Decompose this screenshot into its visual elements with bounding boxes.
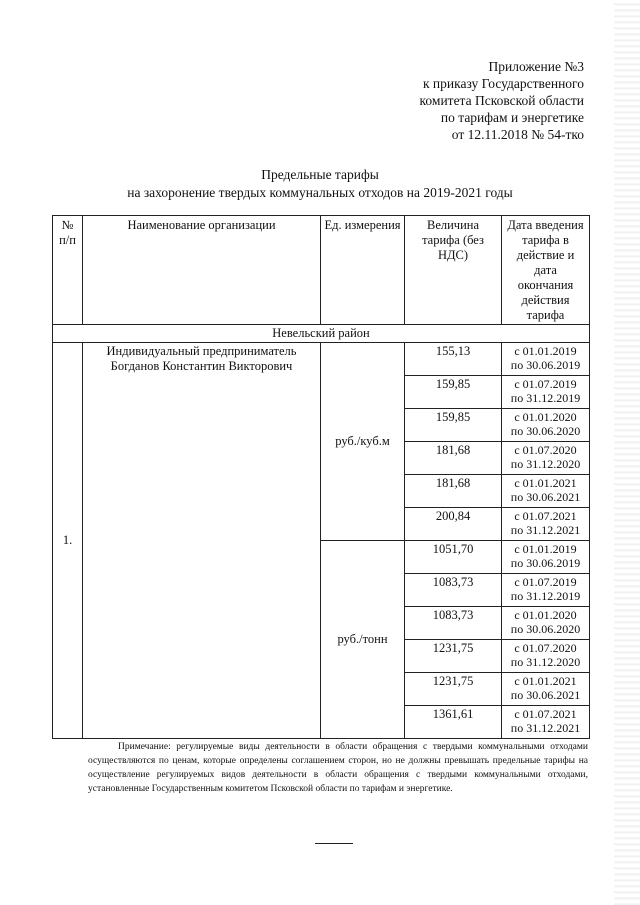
- tariff-value: 181,68: [405, 475, 502, 508]
- header-period: Дата введения тарифа в действие и дата окончания действия тарифа: [502, 216, 590, 325]
- region-name: Невельский район: [53, 325, 590, 343]
- header-unit: Ед. измерения: [321, 216, 405, 325]
- tariff-period: [502, 607, 590, 640]
- organization-name: [83, 343, 321, 739]
- tariff-period: [502, 541, 590, 574]
- tariff-table: [52, 215, 590, 739]
- title-line-2: на захоронение твердых коммунальных отходов на 2019-2021 годы: [127, 185, 513, 200]
- end-divider: [315, 843, 353, 844]
- period-from: с 01.07.2021: [514, 707, 577, 721]
- period-from: с 01.01.2019: [514, 542, 577, 556]
- tariff-period: [502, 673, 590, 706]
- scan-page-edge: [614, 0, 640, 905]
- tariff-value: 1361,61: [405, 706, 502, 739]
- tariff-period: [502, 640, 590, 673]
- title-line-1: Предельные тарифы: [261, 167, 379, 182]
- period-to: по 31.12.2021: [510, 721, 581, 735]
- organization-line: Индивидуальный предприниматель: [106, 344, 297, 358]
- unit-cell: руб./тонн: [321, 541, 405, 739]
- region-row: [53, 325, 590, 343]
- header-organization: Наименование организации: [83, 216, 321, 325]
- period-from: с 01.07.2020: [514, 443, 577, 457]
- tariff-value: 159,85: [405, 409, 502, 442]
- period-to: по 30.06.2021: [510, 490, 581, 504]
- period-to: по 31.12.2019: [510, 391, 581, 405]
- period-to: по 30.06.2019: [510, 556, 581, 570]
- appendix-line: к приказу Государственного: [422, 76, 584, 91]
- tariff-period: [502, 442, 590, 475]
- period-from: с 01.01.2020: [514, 410, 577, 424]
- tariff-value: 1231,75: [405, 673, 502, 706]
- period-to: по 30.06.2020: [510, 424, 581, 438]
- period-from: с 01.01.2020: [514, 608, 577, 622]
- period-to: по 31.12.2021: [510, 523, 581, 537]
- table-header-row: [53, 216, 590, 325]
- tariff-period: [502, 409, 590, 442]
- period-from: с 01.01.2021: [514, 674, 577, 688]
- tariff-period: [502, 475, 590, 508]
- period-from: с 01.07.2020: [514, 641, 577, 655]
- document-title: [0, 166, 640, 202]
- period-to: по 31.12.2020: [510, 655, 581, 669]
- period-from: с 01.07.2019: [514, 575, 577, 589]
- period-from: с 01.01.2021: [514, 476, 577, 490]
- period-from: с 01.01.2019: [514, 344, 577, 358]
- tariff-value: 155,13: [405, 343, 502, 376]
- period-to: по 31.12.2020: [510, 457, 581, 471]
- period-to: по 31.12.2019: [510, 589, 581, 603]
- tariff-period: [502, 508, 590, 541]
- tariff-value: 181,68: [405, 442, 502, 475]
- table-row: [53, 343, 590, 376]
- tariff-period: [502, 706, 590, 739]
- period-to: по 30.06.2020: [510, 622, 581, 636]
- appendix-line: комитета Псковской области: [419, 93, 584, 108]
- tariff-period: [502, 343, 590, 376]
- row-number: 1.: [53, 343, 83, 739]
- footnote-text: Примечание: регулируемые виды деятельности в области обращения с твердыми коммунальными отходами осуществляются по ценам, которые определены соглашением сторон, но не должны превышать предельные тарифы на осуществление регулируемых видов деятельности в области обращения с твердыми коммунальными отходами, установленные Государственным комитетом Псковской области по тарифам и энергетике.: [88, 742, 588, 794]
- period-to: по 30.06.2021: [510, 688, 581, 702]
- tariff-period: [502, 376, 590, 409]
- appendix-reference: [324, 58, 584, 143]
- period-from: с 01.07.2019: [514, 377, 577, 391]
- tariff-value: 1083,73: [405, 607, 502, 640]
- tariff-value: 159,85: [405, 376, 502, 409]
- tariff-value: 200,84: [405, 508, 502, 541]
- header-tariff-value: Величина тарифа (без НДС): [405, 216, 502, 325]
- tariff-value: 1231,75: [405, 640, 502, 673]
- organization-line: Богданов Константин Викторович: [110, 359, 293, 373]
- appendix-line: Приложение №3: [488, 59, 584, 74]
- appendix-line: по тарифам и энергетике: [440, 110, 584, 125]
- period-from: с 01.07.2021: [514, 509, 577, 523]
- period-to: по 30.06.2019: [510, 358, 581, 372]
- tariff-value: 1051,70: [405, 541, 502, 574]
- tariff-period: [502, 574, 590, 607]
- header-number: № п/п: [53, 216, 83, 325]
- tariff-value: 1083,73: [405, 574, 502, 607]
- appendix-line: от 12.11.2018 № 54-тко: [451, 127, 584, 142]
- unit-cell: руб./куб.м: [321, 343, 405, 541]
- footnote: [88, 740, 588, 796]
